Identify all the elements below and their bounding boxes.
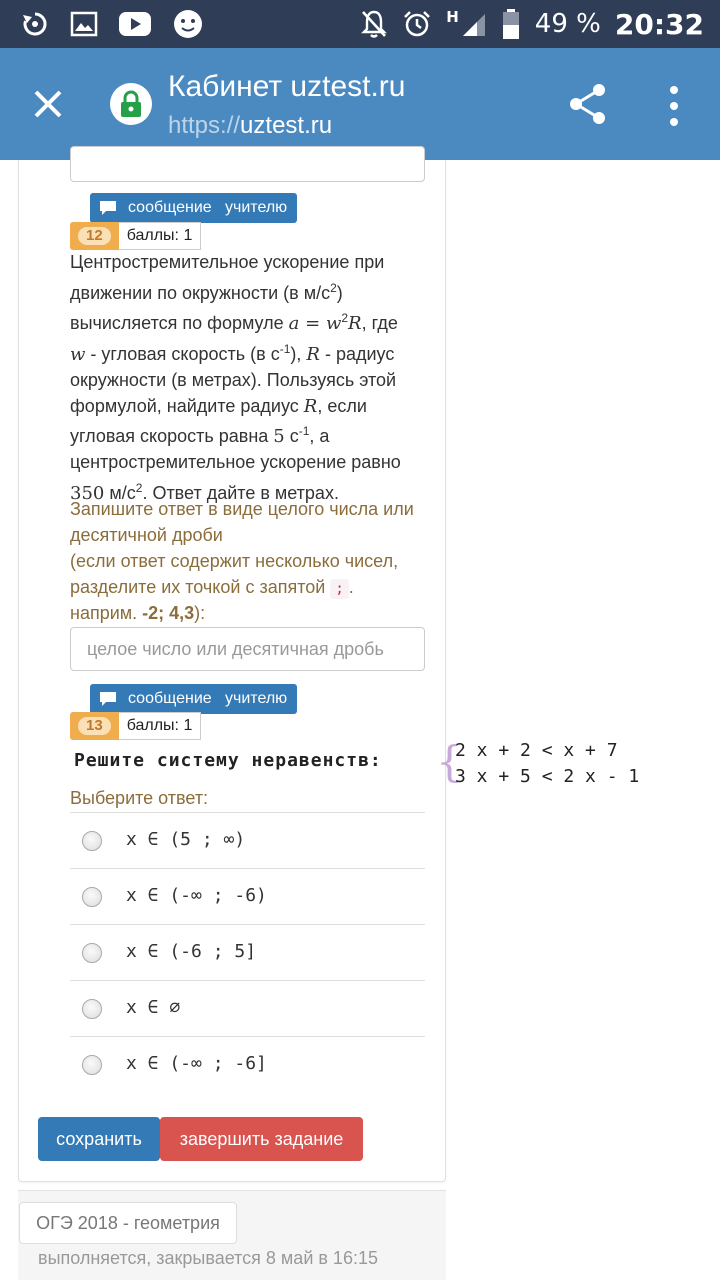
q12-number: 5 xyxy=(273,426,285,448)
question-number-badge xyxy=(70,222,119,250)
face-icon xyxy=(172,8,204,40)
browser-toolbar xyxy=(0,48,720,160)
inequality-2: 3 x + 5 < 2 x - 1 xyxy=(455,766,640,787)
formula-sup: 2 xyxy=(341,311,349,326)
next-task-status: выполняется, закрывается 8 май в 16:15 xyxy=(38,1248,378,1268)
radio-button[interactable] xyxy=(82,831,102,851)
youtube-icon xyxy=(118,11,152,37)
var-r: R xyxy=(306,344,320,366)
url-scheme: https:// xyxy=(168,112,241,139)
q12-line: движении по окружности (в м/с xyxy=(70,282,331,303)
answer-option[interactable] xyxy=(70,868,425,924)
page-title: Кабинет uztest.ru xyxy=(168,70,406,103)
url-host: uztest.ru xyxy=(240,112,333,139)
q12-line: ) xyxy=(336,282,343,303)
save-button[interactable]: сохранить xyxy=(38,1117,160,1161)
option-label: x ∈ (-∞ ; -6] xyxy=(126,1053,267,1074)
previous-answer-input[interactable] xyxy=(70,146,425,182)
q12-line: Центростремительное ускорение при xyxy=(70,252,385,272)
q12-line: , а xyxy=(309,426,330,447)
option-label: x ∈ (-6 ; 5] xyxy=(126,941,257,962)
option-label: x ∈ (-∞ ; -6) xyxy=(126,885,267,906)
network-type: H xyxy=(446,8,459,26)
message-teacher-label: сообщение учителю xyxy=(128,690,288,707)
points-label: баллы: 1 xyxy=(119,222,202,250)
instruction-line: . xyxy=(348,577,354,597)
instruction-line: ): xyxy=(194,603,206,623)
answer-option[interactable] xyxy=(70,980,425,1036)
question-score xyxy=(70,222,201,250)
q12-line: с xyxy=(284,426,299,447)
battery-level: 49 % xyxy=(534,9,601,39)
answer-instruction xyxy=(70,496,430,626)
formula-a: a xyxy=(288,313,300,335)
message-teacher-button[interactable] xyxy=(90,684,297,714)
option-label: x ∈ (5 ; ∞) xyxy=(126,829,246,850)
q12-sup: 2 xyxy=(135,480,143,495)
answer-input[interactable] xyxy=(70,627,425,671)
signal-icon xyxy=(461,10,487,38)
inequality-1: 2 x + 2 < x + 7 xyxy=(455,740,618,761)
close-icon[interactable] xyxy=(30,86,66,122)
q12-line: окружности (в метрах). Пользуясь этой xyxy=(70,369,397,390)
q12-line: формулой, найдите радиус xyxy=(70,395,304,416)
system-label: Решите систему неравенств: xyxy=(74,750,382,771)
radio-button[interactable] xyxy=(82,1055,102,1075)
instruction-line: (если ответ содержит несколько чисел, разделите их точкой с запятой xyxy=(70,551,399,597)
q12-line: угловая скорость равна xyxy=(70,426,274,447)
var-r: R xyxy=(303,395,318,417)
answer-option[interactable] xyxy=(70,812,425,868)
answer-option[interactable] xyxy=(70,924,425,980)
radio-button[interactable] xyxy=(82,943,102,963)
radio-button[interactable] xyxy=(82,999,102,1019)
var-w: w xyxy=(70,344,86,366)
q12-line: , если xyxy=(317,395,367,416)
more-icon[interactable] xyxy=(664,84,684,128)
instruction-line: Запишите ответ в виде целого числа или десятичной дроби xyxy=(70,499,414,545)
battery-icon xyxy=(501,8,521,40)
q12-sup: -1 xyxy=(279,342,291,357)
formula-w: w xyxy=(325,313,342,335)
points-label: баллы: 1 xyxy=(119,712,202,740)
question-number: 12 xyxy=(78,227,111,245)
q12-line: центростремительное ускорение равно xyxy=(70,451,401,472)
finish-task-button[interactable]: завершить задание xyxy=(160,1117,363,1161)
sync-icon xyxy=(20,9,50,39)
status-bar xyxy=(0,0,720,48)
system-brace: { xyxy=(436,737,463,786)
formula-r: R xyxy=(348,313,362,335)
q12-line: ), xyxy=(290,344,307,365)
question-score xyxy=(70,712,201,740)
q12-sup: 2 xyxy=(330,280,337,295)
instruction-example: -2; 4,3 xyxy=(142,603,195,623)
q12-number: 350 xyxy=(70,482,105,504)
radio-button[interactable] xyxy=(82,887,102,907)
clock: 20:32 xyxy=(614,7,704,41)
message-teacher-button[interactable] xyxy=(90,193,297,223)
separator-code: ; xyxy=(330,579,348,599)
answer-placeholder: целое число или десятичная дробь xyxy=(87,638,384,659)
option-label: x ∈ ∅ xyxy=(126,997,181,1018)
mute-icon xyxy=(360,9,388,39)
chat-icon xyxy=(98,691,118,707)
share-icon[interactable] xyxy=(566,82,610,126)
page-url[interactable] xyxy=(168,112,332,140)
q12-line: - радиус xyxy=(319,344,395,365)
question-number-badge xyxy=(70,712,119,740)
q12-line: - угловая скорость (в с xyxy=(85,344,280,365)
formula-eq: = xyxy=(299,313,326,335)
message-teacher-label: сообщение учителю xyxy=(128,199,288,216)
chat-icon xyxy=(98,200,118,216)
q12-line: . Ответ дайте в метрах. xyxy=(142,482,339,503)
q12-sup: -1 xyxy=(298,424,310,439)
gallery-icon xyxy=(70,10,98,38)
answer-option[interactable] xyxy=(70,1036,425,1092)
q12-line: м/с xyxy=(104,482,136,503)
q12-line: вычисляется по формуле xyxy=(70,313,289,334)
lock-icon[interactable] xyxy=(110,83,152,125)
q12-line: , где xyxy=(361,313,398,334)
question-text xyxy=(70,250,420,506)
next-task-tag[interactable]: ОГЭ 2018 - геометрия xyxy=(19,1202,237,1244)
choose-answer-label: Выберите ответ: xyxy=(70,788,209,808)
alarm-icon xyxy=(402,9,432,39)
instruction-line: наприм. xyxy=(70,603,143,623)
question-number: 13 xyxy=(78,717,111,735)
system-inequalities xyxy=(455,738,639,790)
